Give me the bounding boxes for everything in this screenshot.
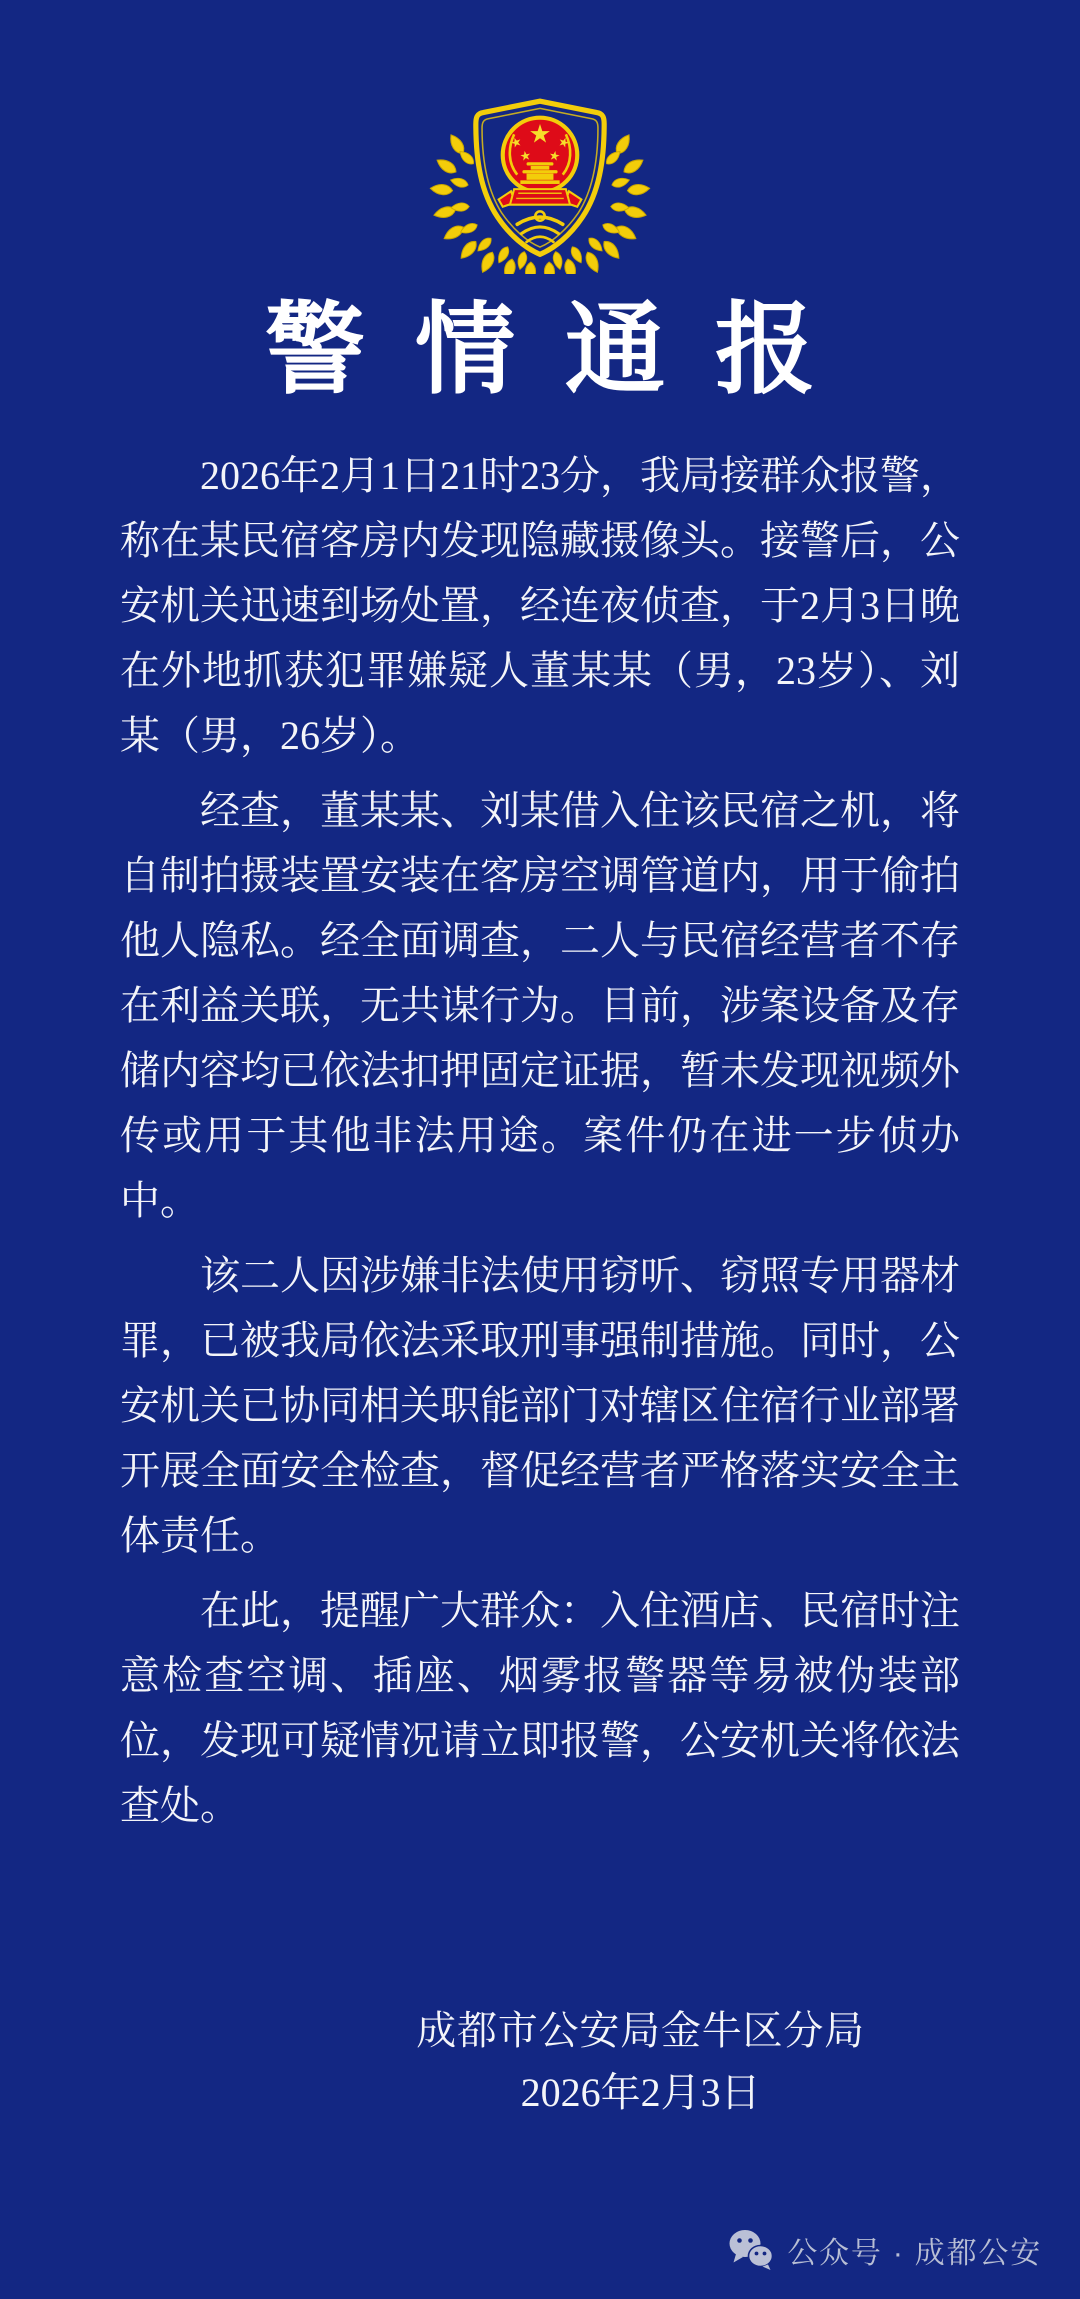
- wechat-icon: [728, 2229, 775, 2271]
- signoff-block: [416, 2000, 865, 2124]
- notice-paragraph-3: 该二人因涉嫌非法使用窃听、窃照专用器材罪，已被我局依法采取刑事强制措施。同时，公安机关已协同相关职能部门对辖区住宿行业部署开展全面安全检查，督促经营者严格落实安全主体责任。: [120, 1253, 960, 1558]
- notice-paragraph-1: 2026年2月1日21时23分，我局接群众报警，称在某民宿客房内发现隐藏摄像头。接警后，公安机关迅速到场处置，经连夜侦查，于2月3日晚在外地抓获犯罪嫌疑人董某某（男，23岁）、刘某（男，26岁）。: [120, 453, 960, 758]
- notice-body: [120, 443, 960, 1848]
- police-badge-icon: [426, 96, 654, 274]
- police-emblem: [426, 96, 654, 279]
- issuing-authority: 成都市公安局金牛区分局: [416, 2008, 865, 2053]
- notice-title: 警情通报: [265, 295, 865, 406]
- notice-paragraph-4: 在此，提醒广大群众：入住酒店、民宿时注意检查空调、插座、烟雾报警器等易被伪装部位，发现可疑情况请立即报警，公安机关将依法查处。: [120, 1588, 960, 1828]
- notice-paragraph-2: 经查，董某某、刘某借入住该民宿之机，将自制拍摄装置安装在客房空调管道内，用于偷拍他人隐私。经全面调查，二人与民宿经营者不存在利益关联，无共谋行为。目前，涉案设备及存储内容均已依法扣押固定证据，暂未发现视频外传或用于其他非法用途。案件仍在进一步侦办中。: [120, 788, 960, 1223]
- watermark-label: 公众号 · 成都公安: [787, 2237, 1042, 2270]
- wechat-watermark: [728, 2228, 1042, 2272]
- notice-date: 2026年2月3日: [520, 2070, 761, 2115]
